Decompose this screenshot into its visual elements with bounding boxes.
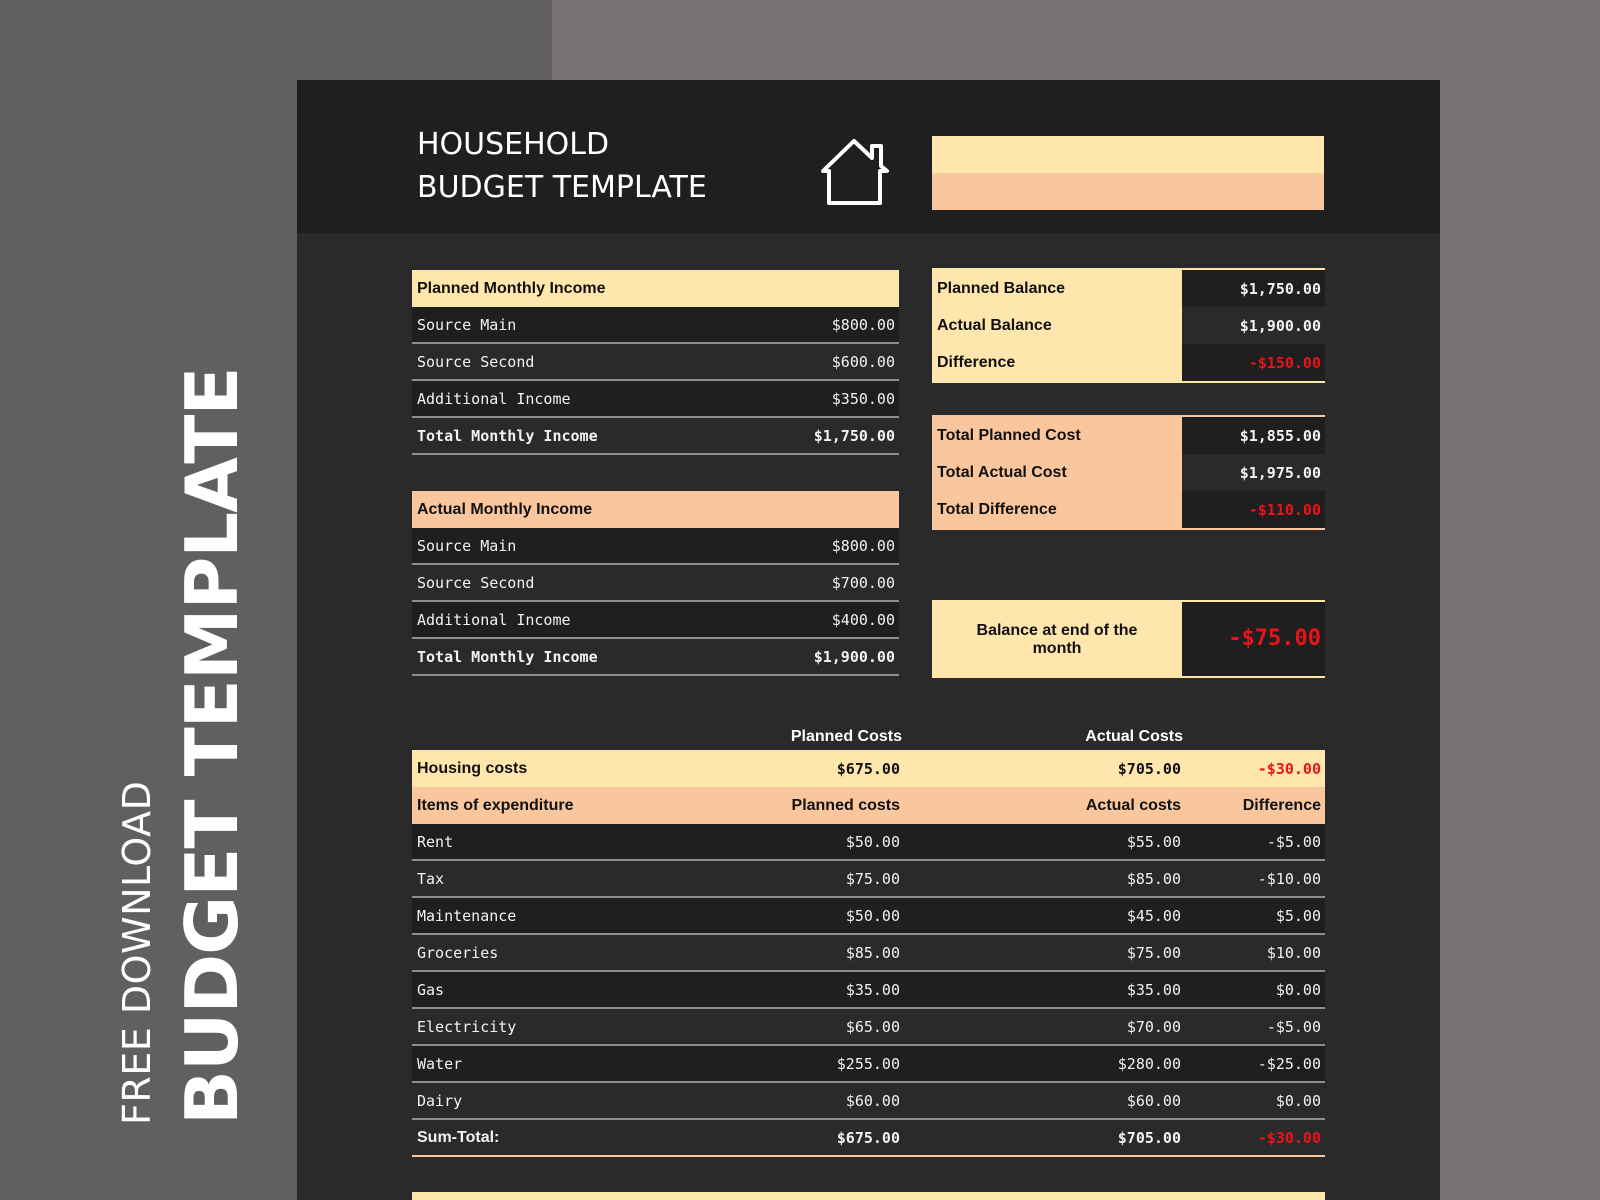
header-actual: Actual costs	[1085, 797, 1181, 814]
expenses-total-row	[412, 1120, 1325, 1157]
cost-label: Total Difference	[937, 501, 1057, 518]
expenses-rows	[412, 824, 1325, 1120]
income-value: $350.00	[831, 390, 895, 408]
income-label: Source Second	[417, 353, 535, 371]
planned-income-title: Planned Monthly Income	[417, 280, 606, 297]
expense-actual: $60.00	[1126, 1092, 1181, 1110]
category-row-housing	[412, 750, 1325, 787]
expense-item: Tax	[417, 870, 445, 888]
actual-income-table	[412, 491, 899, 676]
balance-row	[932, 307, 1325, 344]
planned-income-row	[412, 344, 899, 381]
bottom-accent-strip	[412, 1192, 1325, 1200]
expense-planned: $50.00	[845, 833, 900, 851]
end-balance-label: Balance at end of the month	[976, 622, 1138, 657]
expense-item: Water	[417, 1055, 463, 1073]
house-icon	[816, 133, 894, 209]
expense-planned: $75.00	[845, 870, 900, 888]
expense-difference: $0.00	[1275, 981, 1321, 999]
col-head-planned-costs: Planned Costs	[790, 728, 902, 745]
page-title	[417, 123, 707, 209]
expense-planned: $85.00	[845, 944, 900, 962]
cost-row	[932, 491, 1325, 528]
actual-income-row	[412, 565, 899, 602]
col-head-actual-costs: Actual Costs	[1085, 728, 1183, 745]
actual-income-header	[412, 491, 899, 528]
expense-item: Dairy	[417, 1092, 463, 1110]
expense-row	[412, 861, 1325, 898]
side-caption-free-download: FREE DOWNLOAD	[115, 780, 159, 1125]
balance-value: $1,900.00	[1239, 317, 1321, 335]
planned-income-table	[412, 270, 899, 455]
category-planned: $675.00	[836, 760, 900, 778]
category-difference: -$30.00	[1257, 760, 1321, 778]
income-total-label: Total Monthly Income	[417, 427, 598, 445]
expense-row	[412, 972, 1325, 1009]
expense-item: Maintenance	[417, 907, 517, 925]
balance-row	[932, 270, 1325, 307]
expense-difference: $5.00	[1275, 907, 1321, 925]
income-value: $700.00	[831, 574, 895, 592]
expense-item: Rent	[417, 833, 454, 851]
expense-item: Gas	[417, 981, 445, 999]
total-label: Sum-Total:	[417, 1129, 500, 1146]
planned-income-row	[412, 381, 899, 418]
end-balance-box	[932, 600, 1325, 678]
cost-label: Total Planned Cost	[937, 427, 1081, 444]
header-planned: Planned costs	[791, 797, 900, 814]
income-total-value: $1,900.00	[813, 648, 895, 666]
income-total-value: $1,750.00	[813, 427, 895, 445]
income-label: Source Main	[417, 537, 517, 555]
expense-row	[412, 1046, 1325, 1083]
expense-actual: $45.00	[1126, 907, 1181, 925]
expense-difference: -$5.00	[1266, 833, 1321, 851]
balance-label: Planned Balance	[937, 280, 1066, 297]
income-value: $800.00	[831, 537, 895, 555]
planned-income-total-row	[412, 418, 899, 455]
category-actual: $705.00	[1117, 760, 1181, 778]
expense-row	[412, 824, 1325, 861]
side-caption-budget-template: BUDGET TEMPLATE	[170, 367, 254, 1125]
expense-actual: $85.00	[1126, 870, 1181, 888]
balance-difference-value: -$150.00	[1248, 354, 1321, 372]
expense-actual: $280.00	[1117, 1055, 1181, 1073]
expense-row	[412, 935, 1325, 972]
balance-label: Actual Balance	[937, 317, 1052, 334]
cost-label: Total Actual Cost	[937, 464, 1067, 481]
income-value: $600.00	[831, 353, 895, 371]
income-value: $800.00	[831, 316, 895, 334]
income-label: Additional Income	[417, 611, 571, 629]
expense-item: Electricity	[417, 1018, 517, 1036]
planned-income-header	[412, 270, 899, 307]
expense-planned: $65.00	[845, 1018, 900, 1036]
cost-value: $1,975.00	[1239, 464, 1321, 482]
actual-income-title: Actual Monthly Income	[417, 501, 593, 518]
expense-difference: -$10.00	[1257, 870, 1321, 888]
income-label: Additional Income	[417, 390, 571, 408]
expense-difference: $0.00	[1275, 1092, 1321, 1110]
expense-item: Groceries	[417, 944, 499, 962]
expense-planned: $35.00	[845, 981, 900, 999]
income-value: $400.00	[831, 611, 895, 629]
expense-difference: -$5.00	[1266, 1018, 1321, 1036]
expense-planned: $50.00	[845, 907, 900, 925]
total-difference: -$30.00	[1257, 1129, 1321, 1147]
actual-income-row	[412, 528, 899, 565]
title-line-2: BUDGET TEMPLATE	[417, 170, 707, 205]
cost-value: $1,855.00	[1239, 427, 1321, 445]
expense-difference: -$25.00	[1257, 1055, 1321, 1073]
expense-actual: $55.00	[1126, 833, 1181, 851]
expense-planned: $255.00	[836, 1055, 900, 1073]
expense-row	[412, 898, 1325, 935]
income-label: Source Main	[417, 316, 517, 334]
expense-row	[412, 1009, 1325, 1046]
expense-difference: $10.00	[1266, 944, 1321, 962]
title-line-1: HOUSEHOLD	[417, 127, 610, 162]
balance-row	[932, 344, 1325, 381]
expense-row	[412, 1083, 1325, 1120]
total-planned: $675.00	[836, 1129, 900, 1147]
expenses-table	[412, 750, 1325, 1157]
income-total-label: Total Monthly Income	[417, 648, 598, 666]
expense-actual: $70.00	[1126, 1018, 1181, 1036]
expense-actual: $75.00	[1126, 944, 1181, 962]
header-accent-bar-yellow	[932, 136, 1324, 173]
expenses-header-row	[412, 787, 1325, 824]
category-label: Housing costs	[417, 760, 528, 777]
budget-sheet	[297, 80, 1440, 1200]
expense-planned: $60.00	[845, 1092, 900, 1110]
header-accent-bar-peach	[932, 173, 1324, 210]
planned-income-row	[412, 307, 899, 344]
cost-row	[932, 454, 1325, 491]
balance-value: $1,750.00	[1239, 280, 1321, 298]
end-balance-value: -$75.00	[1228, 626, 1321, 651]
balance-label: Difference	[937, 354, 1016, 371]
cost-summary	[932, 415, 1325, 530]
actual-income-total-row	[412, 639, 899, 676]
header-difference: Difference	[1242, 797, 1321, 814]
income-label: Source Second	[417, 574, 535, 592]
cost-difference-value: -$110.00	[1248, 501, 1321, 519]
sheet-header	[297, 80, 1440, 233]
expense-actual: $35.00	[1126, 981, 1181, 999]
total-actual: $705.00	[1117, 1129, 1181, 1147]
header-items: Items of expenditure	[417, 797, 574, 814]
cost-row	[932, 417, 1325, 454]
actual-income-row	[412, 602, 899, 639]
balance-summary	[932, 268, 1325, 383]
